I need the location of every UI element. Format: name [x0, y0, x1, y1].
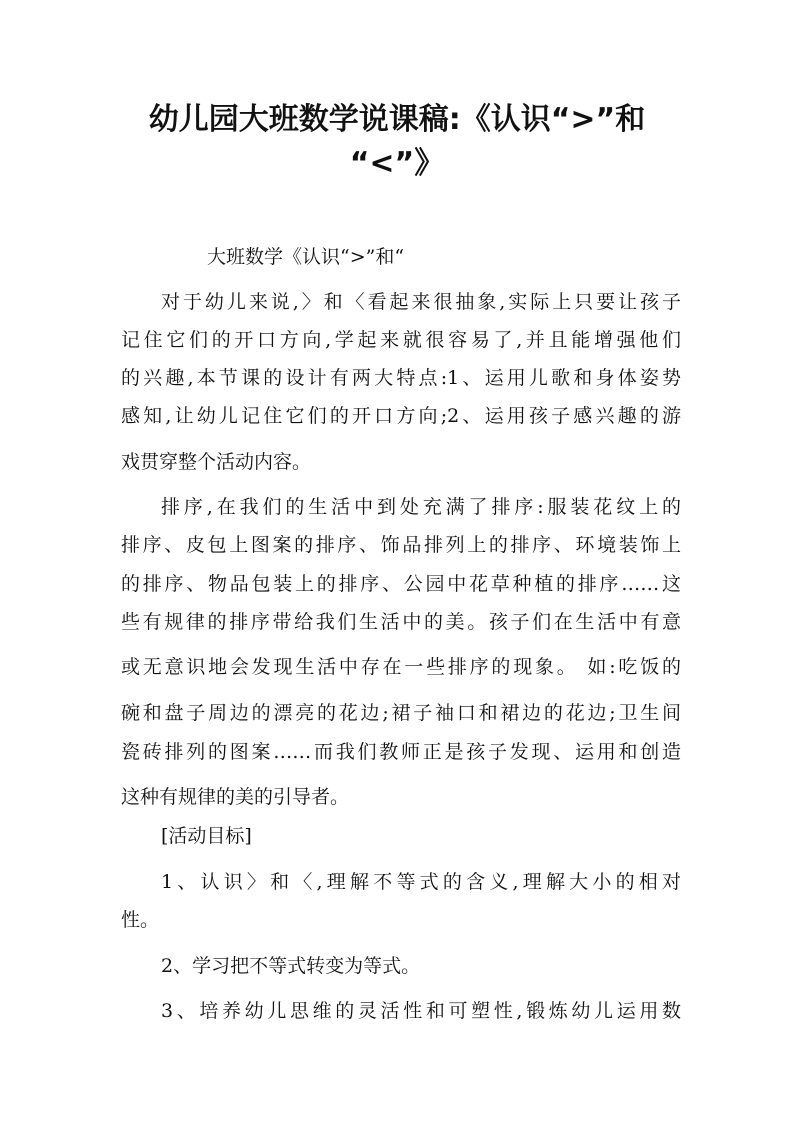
subheading: 大班数学《认识“>”和“: [207, 246, 405, 268]
goal-1-line-1: 1、认识〉和〈,理解不等式的含义,理解大小的相对: [161, 871, 681, 893]
paragraph-2-line-2: 排序、皮包上图案的排序、饰品排列上的排序、环境装饰上: [121, 534, 681, 556]
document-title-line-1: 幼儿园大班数学说课稿:《认识“>”和: [148, 102, 646, 137]
paragraph-2-line-7: 瓷砖排列的图案……而我们教师正是孩子发现、运用和创造: [121, 741, 681, 763]
goal-3-line-1: 3、培养幼儿思维的灵活性和可塑性,锻炼幼儿运用数: [161, 1000, 681, 1022]
paragraph-2-line-5: 或无意识地会发现生活中存在一些排序的现象。 如:吃饭的: [121, 656, 681, 678]
paragraph-1-line-5: 戏贯穿整个活动内容。: [121, 451, 312, 473]
paragraph-2-line-8: 这种有规律的美的引导者。: [121, 786, 350, 808]
paragraph-1-line-1: 对于幼儿来说,〉和〈看起来很抽象,实际上只要让孩子: [161, 291, 681, 313]
paragraph-2-line-6: 碗和盘子周边的漂亮的花边;裙子袖口和裙边的花边;卫生间: [121, 702, 681, 724]
paragraph-1-line-2: 记住它们的开口方向,学起来就很容易了,并且能增强他们: [121, 329, 681, 351]
paragraph-2-line-3: 的排序、物品包装上的排序、公园中花草种植的排序……这: [121, 573, 681, 595]
paragraph-2-line-4: 些有规律的排序带给我们生活中的美。孩子们在生活中有意: [121, 611, 681, 633]
document-title-line-2: “<”》: [349, 146, 445, 181]
goal-1-line-2: 性。: [121, 909, 160, 931]
goal-2: 2、学习把不等式转变为等式。: [161, 955, 421, 977]
section-heading-activity-goals: [活动目标]: [161, 825, 252, 847]
paragraph-1-line-4: 感知,让幼儿记住它们的开口方向;2、运用孩子感兴趣的游: [121, 405, 681, 427]
paragraph-2-line-1: 排序,在我们的生活中到处充满了排序:服装花纹上的: [161, 496, 681, 518]
paragraph-1-line-3: 的兴趣,本节课的设计有两大特点:1、运用儿歌和身体姿势: [121, 367, 681, 389]
